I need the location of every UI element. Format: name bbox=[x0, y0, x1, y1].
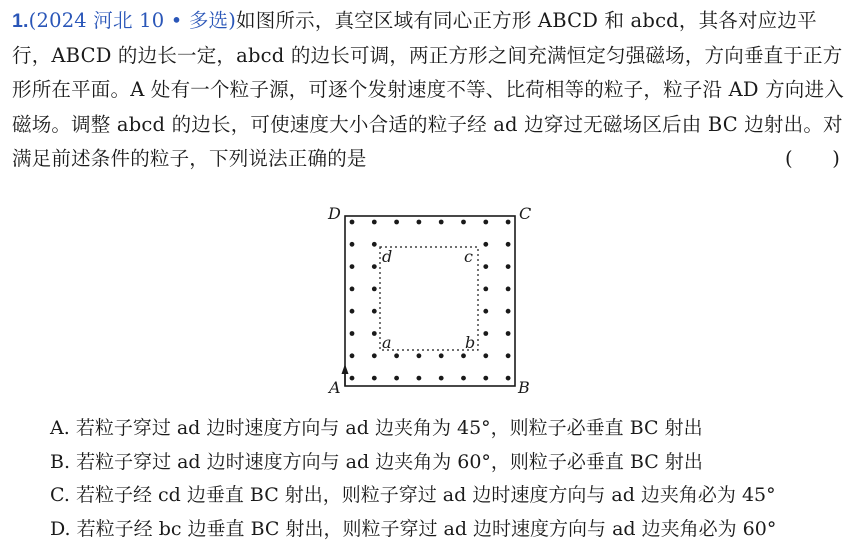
option-b[interactable] bbox=[50, 446, 850, 480]
field-dot bbox=[506, 331, 511, 336]
field-dot bbox=[439, 376, 444, 381]
field-dot bbox=[461, 376, 466, 381]
field-dot bbox=[506, 220, 511, 225]
options-list bbox=[50, 412, 850, 546]
label-d: d bbox=[382, 247, 393, 266]
label-B: B bbox=[518, 378, 530, 397]
option-d-text: 若粒子经 bc 边垂直 BC 射出，则粒子穿过 ad 边时速度方向与 ad 边夹角必为 60° bbox=[76, 517, 777, 540]
field-dot bbox=[439, 220, 444, 225]
field-dot bbox=[372, 353, 377, 358]
question-text: 如图所示，真空区域有同心正方形 ABCD 和 abcd，其各对应边平行，ABCD 的边长一定，abcd 的边长可调，两正方形之间充满恒定匀强磁场，方向垂直于正方形所在平面。A 处有一个粒子源，可逐个发射速度不等、比荷相等的粒子，粒子沿 AD 方向进入磁场。调整 abcd 的边长，可使速度大小合适的粒子经 ad 边穿过无磁场区后由 BC 边射出。对满足前述条件的粒子，下列说法正确的是 bbox=[12, 9, 844, 170]
label-b: b bbox=[465, 333, 476, 352]
field-dot bbox=[372, 331, 377, 336]
option-a-letter: A. bbox=[50, 417, 70, 439]
field-dot bbox=[350, 331, 355, 336]
field-dot bbox=[350, 376, 355, 381]
magnetic-field-dots bbox=[350, 220, 511, 381]
option-c-text: 若粒子经 cd 边垂直 BC 射出，则粒子穿过 ad 边时速度方向与 ad 边夹角必为 45° bbox=[75, 484, 776, 506]
field-dot bbox=[417, 376, 422, 381]
field-dot bbox=[372, 309, 377, 314]
field-dot bbox=[350, 309, 355, 314]
diagram-svg bbox=[320, 200, 540, 400]
field-dot bbox=[372, 220, 377, 225]
magnetic-field-diagram bbox=[320, 200, 540, 400]
label-a: a bbox=[382, 333, 392, 352]
field-dot bbox=[372, 287, 377, 292]
field-dot bbox=[483, 220, 488, 225]
option-a[interactable] bbox=[50, 412, 850, 446]
option-d-letter: D. bbox=[50, 517, 71, 540]
field-dot bbox=[483, 264, 488, 269]
field-dot bbox=[350, 353, 355, 358]
field-dot bbox=[483, 287, 488, 292]
field-dot bbox=[350, 264, 355, 269]
field-dot bbox=[506, 353, 511, 358]
option-b-letter: B. bbox=[50, 450, 71, 473]
field-dot bbox=[506, 264, 511, 269]
field-dot bbox=[372, 242, 377, 247]
label-c: c bbox=[464, 247, 473, 266]
option-c-letter: C. bbox=[50, 484, 70, 506]
label-D: D bbox=[328, 204, 341, 223]
option-d[interactable] bbox=[50, 513, 850, 547]
field-dot bbox=[506, 242, 511, 247]
outer-square-ABCD bbox=[345, 216, 515, 386]
field-dot bbox=[461, 220, 466, 225]
option-b-text: 若粒子穿过 ad 边时速度方向与 ad 边夹角为 60°，则粒子必垂直 BC 射出 bbox=[76, 450, 703, 473]
field-dot bbox=[350, 220, 355, 225]
field-dot bbox=[483, 353, 488, 358]
particle-entry-arrow bbox=[342, 364, 349, 374]
question-number: 1. bbox=[12, 10, 29, 32]
field-dot bbox=[483, 376, 488, 381]
field-dot bbox=[483, 309, 488, 314]
field-dot bbox=[417, 220, 422, 225]
field-dot bbox=[417, 353, 422, 358]
field-dot bbox=[394, 220, 399, 225]
field-dot bbox=[506, 287, 511, 292]
field-dot bbox=[394, 353, 399, 358]
label-A: A bbox=[329, 378, 341, 397]
field-dot bbox=[506, 309, 511, 314]
field-dot bbox=[372, 264, 377, 269]
option-c[interactable] bbox=[50, 479, 850, 513]
field-dot bbox=[483, 242, 488, 247]
field-dot bbox=[394, 376, 399, 381]
question-stem bbox=[12, 4, 844, 177]
question-source: (2024 河北 10 • 多选) bbox=[28, 9, 237, 32]
field-dot bbox=[439, 353, 444, 358]
field-dot bbox=[461, 353, 466, 358]
field-dot bbox=[350, 287, 355, 292]
field-dot bbox=[483, 331, 488, 336]
field-dot bbox=[350, 242, 355, 247]
option-a-text: 若粒子穿过 ad 边时速度方向与 ad 边夹角为 45°，则粒子必垂直 BC 射出 bbox=[75, 417, 703, 439]
label-C: C bbox=[519, 204, 532, 223]
field-dot bbox=[506, 376, 511, 381]
field-dot bbox=[372, 376, 377, 381]
answer-blank: ( ) bbox=[784, 147, 840, 170]
